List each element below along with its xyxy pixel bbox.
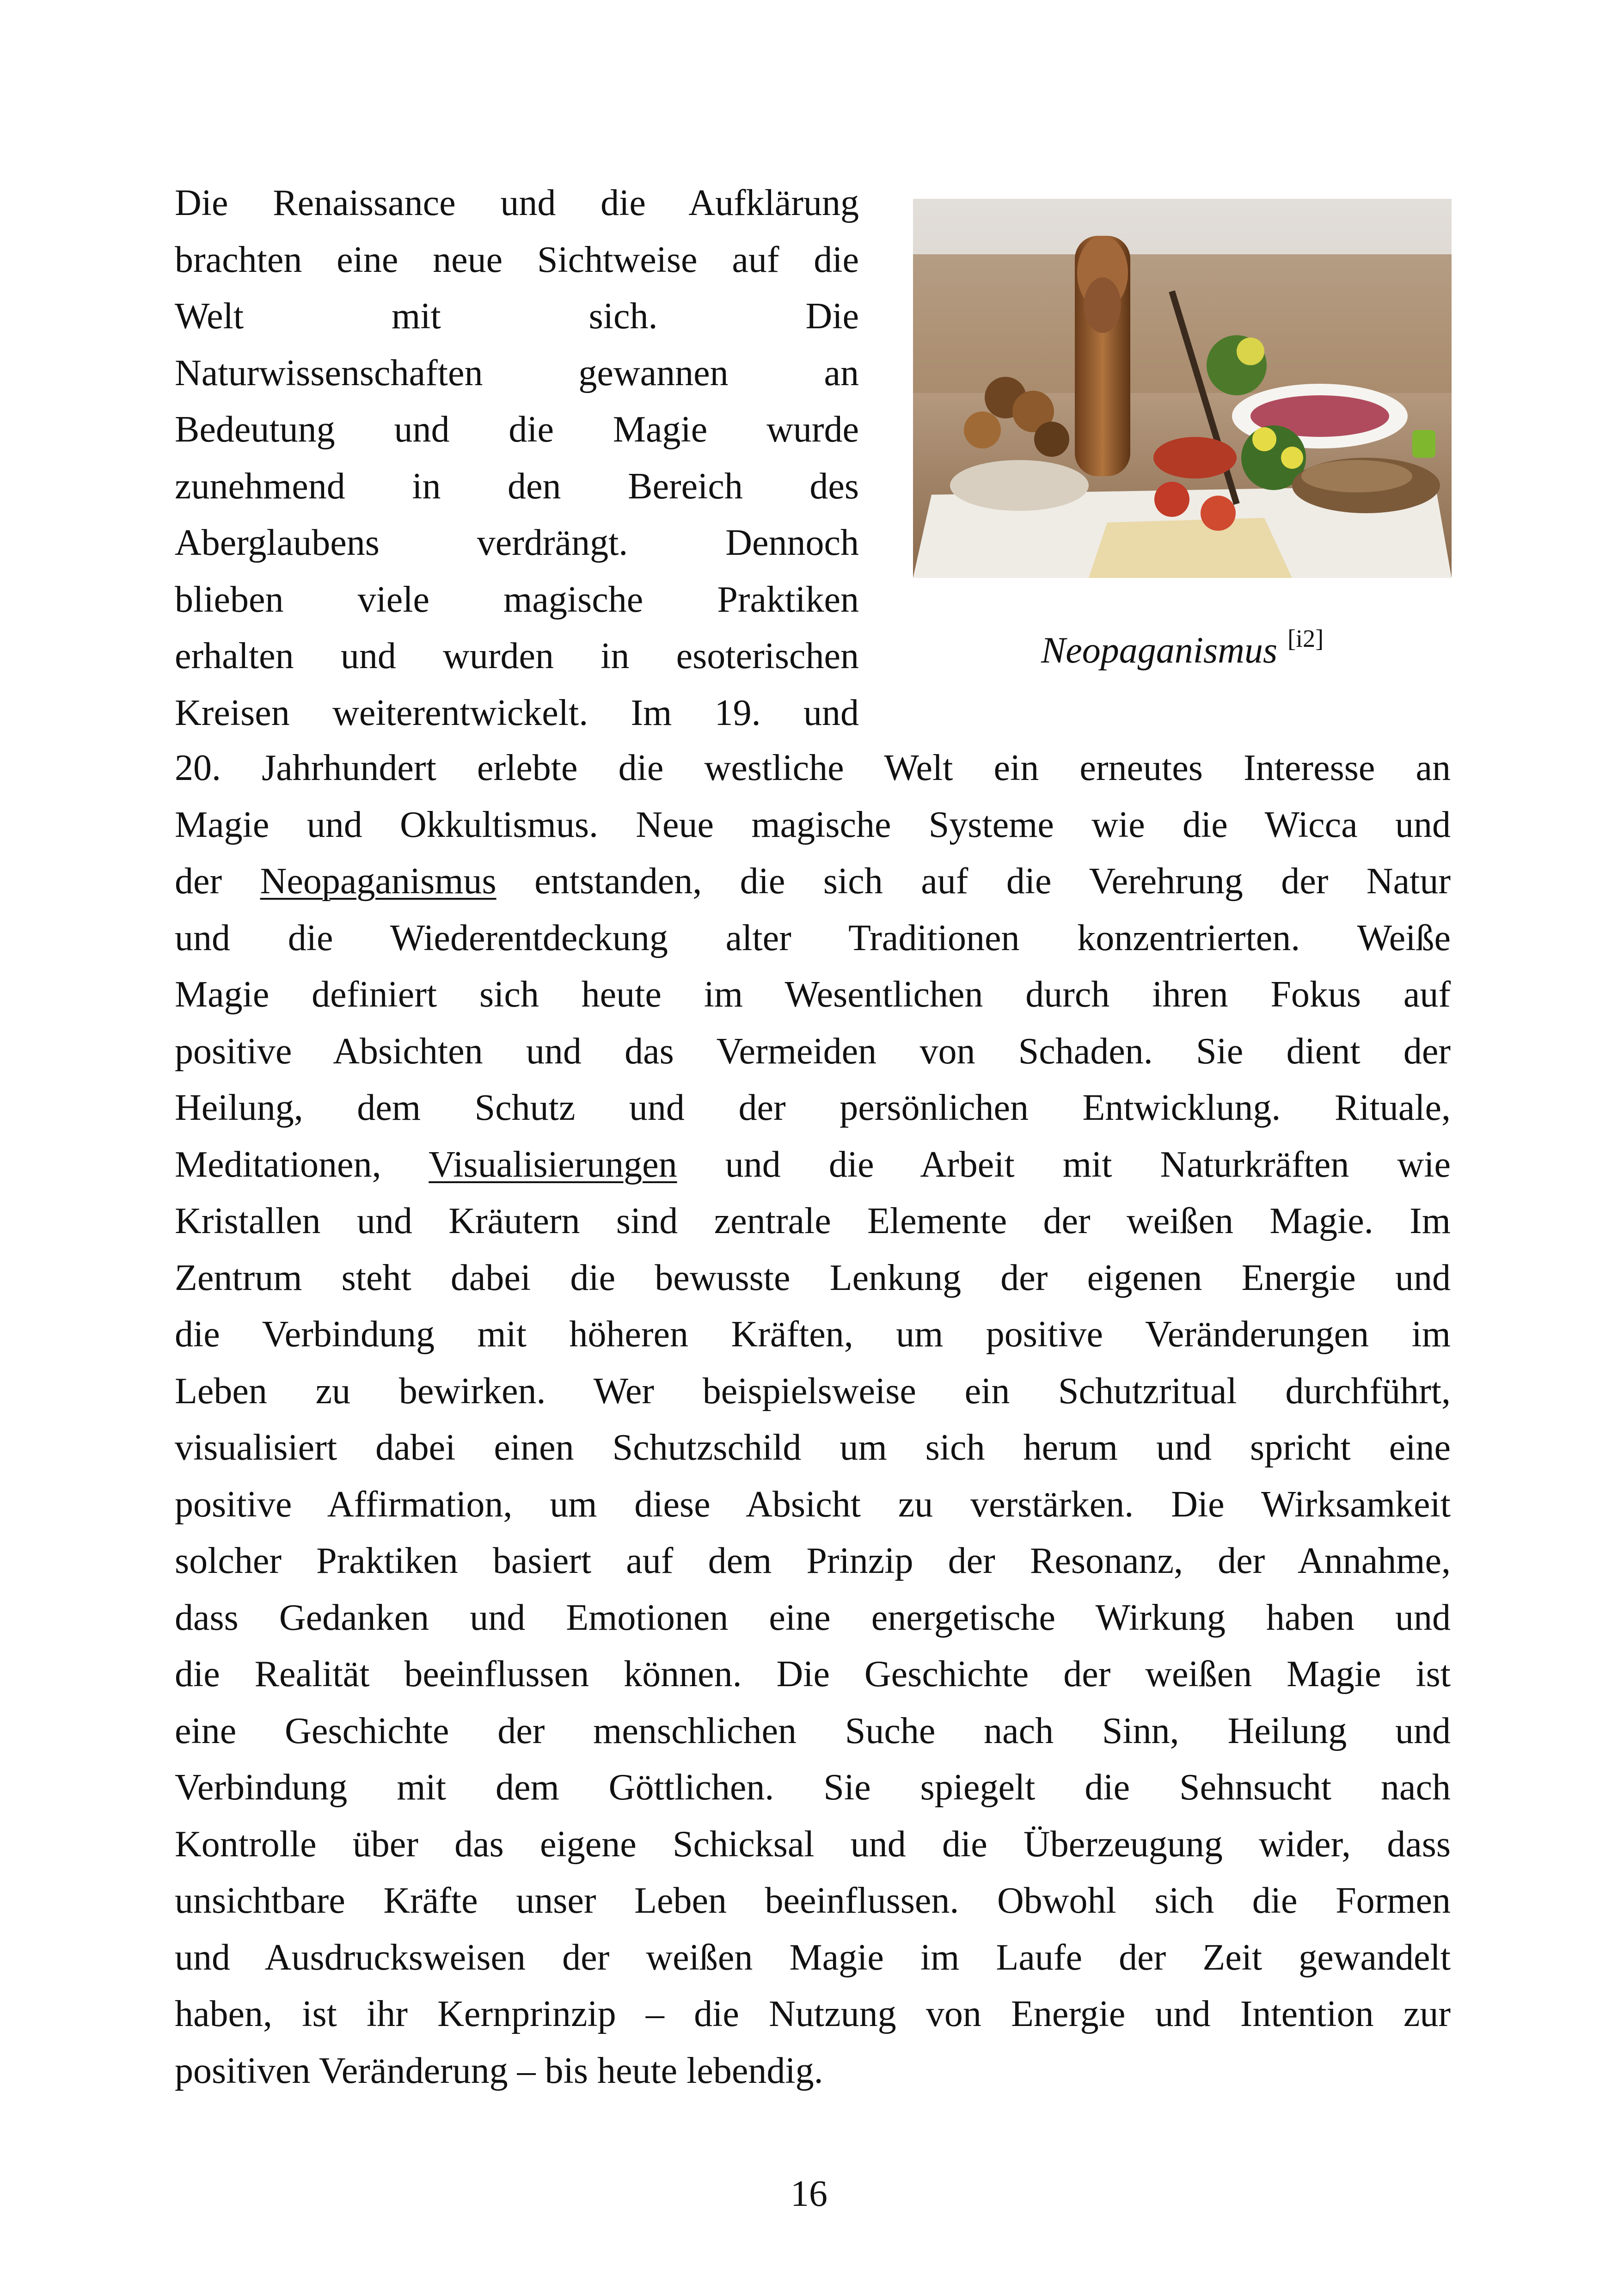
text-line: 20. Jahrhundert erlebte die westliche Welt ein erneutes Interesse an bbox=[175, 748, 1451, 788]
text-line: Zentrum steht dabei die bewusste Lenkung der eigenen Energie und bbox=[175, 1257, 1451, 1298]
text-line: Bedeutung und die Magie wurde bbox=[175, 409, 859, 450]
figure-neopaganismus bbox=[913, 199, 1452, 672]
text-line: unsichtbare Kräfte unser Leben beeinflussen. Obwohl sich die Formen bbox=[175, 1880, 1451, 1921]
text-line: positive Absichten und das Vermeiden von Schaden. Sie dient der bbox=[175, 1031, 1451, 1072]
text-line bbox=[175, 1136, 1451, 1193]
wrapped-paragraph-column bbox=[175, 175, 859, 741]
text-fragment: der bbox=[175, 861, 260, 902]
text-line: Magie und Okkultismus. Neue magische Systeme wie die Wicca und bbox=[175, 804, 1451, 845]
full-width-paragraph bbox=[175, 740, 1451, 2099]
text-line: Magie definiert sich heute im Wesentlichen durch ihren Fokus auf bbox=[175, 974, 1451, 1015]
text-fragment: und die Arbeit mit Naturkräften wie bbox=[677, 1144, 1451, 1185]
caption-text: Neopaganismus bbox=[1041, 630, 1278, 671]
text-line: visualisiert dabei einen Schutzschild um sich herum und spricht eine bbox=[175, 1427, 1451, 1468]
text-line: eine Geschichte der menschlichen Suche nach Sinn, Heilung und bbox=[175, 1710, 1451, 1751]
altar-photo bbox=[913, 199, 1452, 578]
text-line: erhalten und wurden in esoterischen bbox=[175, 636, 859, 676]
image-reference: [i2] bbox=[1287, 625, 1324, 652]
text-line: Kreisen weiterentwickelt. Im 19. und bbox=[175, 692, 859, 733]
text-line: Die Renaissance und die Aufklärung bbox=[175, 183, 859, 223]
text-line: und Ausdrucksweisen der weißen Magie im Laufe der Zeit gewandelt bbox=[175, 1937, 1451, 1978]
text-line: Kristallen und Kräutern sind zentrale Elemente der weißen Magie. Im bbox=[175, 1201, 1451, 1241]
text-line: positiven Veränderung – bis heute lebendig. bbox=[175, 2050, 823, 2091]
text-line: und die Wiederentdeckung alter Traditionen konzentrierten. Weiße bbox=[175, 917, 1451, 958]
text-line: zunehmend in den Bereich des bbox=[175, 466, 859, 507]
text-line: Heilung, dem Schutz und der persönlichen Entwicklung. Rituale, bbox=[175, 1087, 1451, 1128]
text-line: die Verbindung mit höheren Kräften, um positive Veränderungen im bbox=[175, 1314, 1451, 1355]
text-line: solcher Praktiken basiert auf dem Prinzip der Resonanz, der Annahme, bbox=[175, 1541, 1451, 1581]
text-line bbox=[175, 853, 1451, 910]
text-fragment: entstanden, die sich auf die Verehrung der Natur bbox=[496, 861, 1451, 902]
text-fragment: Meditationen, bbox=[175, 1144, 429, 1185]
text-line: haben, ist ihr Kernprinzip – die Nutzung von Energie und Intention zur bbox=[175, 1994, 1451, 2034]
text-line: Leben zu bewirken. Wer beispielsweise ein Schutzritual durchführt, bbox=[175, 1370, 1451, 1412]
text-line: die Realität beeinflussen können. Die Geschichte der weißen Magie ist bbox=[175, 1654, 1451, 1694]
text-line: blieben viele magische Praktiken bbox=[175, 579, 859, 620]
term-link[interactable]: Visualisierungen bbox=[429, 1144, 677, 1185]
text-line: Verbindung mit dem Göttlichen. Sie spiegelt die Sehnsucht nach bbox=[175, 1767, 1451, 1808]
term-link[interactable]: Neopaganismus bbox=[260, 861, 496, 902]
text-line: Kontrolle über das eigene Schicksal und die Überzeugung wider, dass bbox=[175, 1823, 1451, 1865]
text-line: brachten eine neue Sichtweise auf die bbox=[175, 239, 859, 280]
figure-caption bbox=[913, 624, 1452, 672]
text-line: positive Affirmation, um diese Absicht zu verstärken. Die Wirksamkeit bbox=[175, 1484, 1451, 1525]
page-number: 16 bbox=[791, 2173, 827, 2214]
text-line: Welt mit sich. Die bbox=[175, 296, 859, 337]
text-line: dass Gedanken und Emotionen eine energetische Wirkung haben und bbox=[175, 1597, 1451, 1638]
text-line: Aberglaubens verdrängt. Dennoch bbox=[175, 522, 859, 563]
text-line: Naturwissenschaften gewannen an bbox=[175, 352, 859, 393]
